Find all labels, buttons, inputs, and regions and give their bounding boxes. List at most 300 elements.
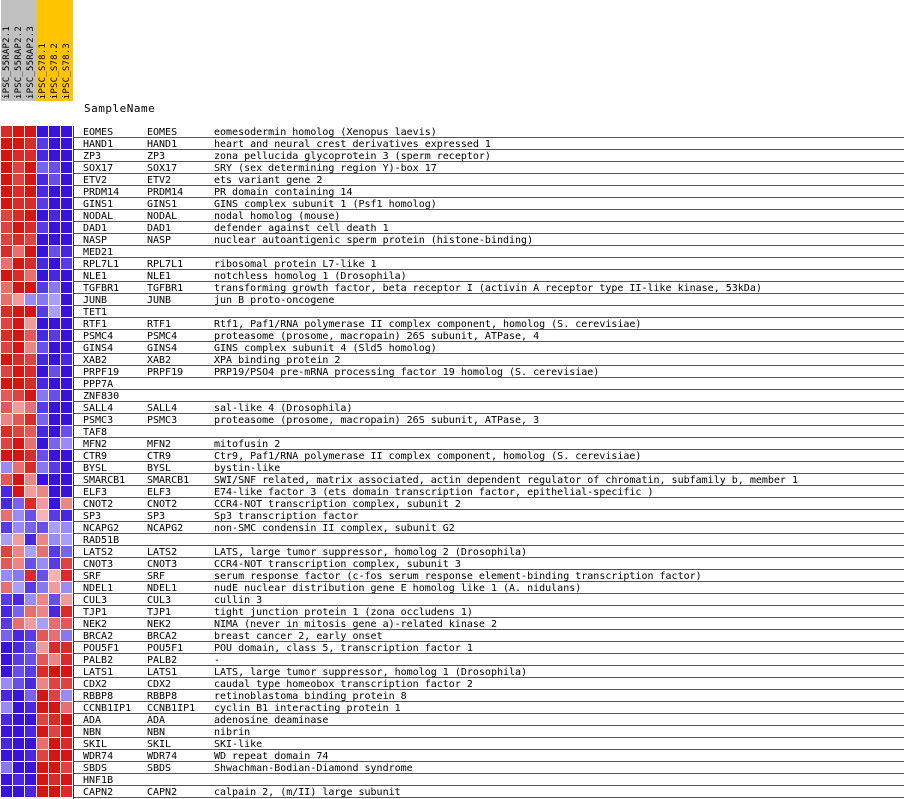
heatmap-cell (25, 642, 36, 653)
heatmap-cell (25, 246, 36, 257)
heatmap-cell (25, 738, 36, 749)
heatmap-cell (25, 330, 36, 341)
heatmap-cell (13, 354, 24, 365)
table-row (74, 294, 904, 306)
heatmap-cell (49, 774, 60, 785)
gene-symbol: SALL4 (147, 403, 178, 414)
heatmap-cell (25, 354, 36, 365)
table-row (74, 318, 904, 330)
probe-id: CTR9 (83, 451, 108, 462)
gene-symbol: NCAPG2 (147, 523, 184, 534)
gene-description: POU domain, class 5, transcription factor 1 (214, 643, 473, 654)
heatmap-cell (49, 210, 60, 221)
heatmap-cell (49, 294, 60, 305)
table-row (74, 126, 904, 138)
gene-description: zona pellucida glycoprotein 3 (sperm receptor) (214, 151, 491, 162)
heatmap-cell (49, 222, 60, 233)
table-row (74, 258, 904, 270)
heatmap-cell (25, 426, 36, 437)
heatmap-cell (1, 270, 12, 281)
table-row (74, 282, 904, 294)
gene-description: cullin 3 (214, 595, 263, 606)
gene-symbol: HAND1 (147, 139, 178, 150)
heatmap-cell (13, 786, 24, 797)
table-row (74, 570, 904, 582)
sample-label (61, 0, 73, 101)
table-row (74, 774, 904, 786)
heatmap-cell (61, 786, 72, 797)
heatmap-cell (37, 474, 48, 485)
heatmap-cell (25, 498, 36, 509)
heatmap-cell (49, 126, 60, 137)
heatmap-cell (13, 126, 24, 137)
heatmap-cell (25, 402, 36, 413)
probe-id: CNOT3 (83, 559, 114, 570)
heatmap-cell (1, 582, 12, 593)
heatmap-cell (61, 354, 72, 365)
heatmap-cell (61, 438, 72, 449)
gene-symbol: PSMC3 (147, 415, 178, 426)
heatmap-cell (37, 306, 48, 317)
heatmap-cell (37, 642, 48, 653)
table-row (74, 582, 904, 594)
heatmap-cell (37, 570, 48, 581)
heatmap-cell (37, 210, 48, 221)
heatmap-cell (49, 402, 60, 413)
probe-id: PPP7A (83, 379, 114, 390)
heatmap-cell (61, 270, 72, 281)
heatmap-cell (49, 258, 60, 269)
heatmap-cell (25, 174, 36, 185)
heatmap-cell (13, 258, 24, 269)
heatmap-cell (61, 246, 72, 257)
samplename-label: SampleName (84, 102, 156, 115)
heatmap-cell (61, 690, 72, 701)
table-row (74, 654, 904, 666)
table-row (74, 738, 904, 750)
heatmap-cell (61, 294, 72, 305)
heatmap-cell (25, 414, 36, 425)
heatmap-cell (49, 594, 60, 605)
gene-symbol: MFN2 (147, 439, 172, 450)
heatmap-cell (1, 438, 12, 449)
heatmap-cell (13, 270, 24, 281)
probe-id: PRDM14 (83, 187, 120, 198)
heatmap-cell (37, 150, 48, 161)
heatmap-cell (1, 318, 12, 329)
heatmap-cell (13, 546, 24, 557)
heatmap-cell (25, 750, 36, 761)
heatmap-cell (25, 546, 36, 557)
gene-symbol: RPL7L1 (147, 259, 184, 270)
heatmap-cell (25, 534, 36, 545)
heatmap-cell (37, 390, 48, 401)
heatmap-cell (61, 426, 72, 437)
heatmap-cell (13, 666, 24, 677)
heatmap-cell (1, 762, 12, 773)
probe-id: NEK2 (83, 619, 108, 630)
heatmap-cell (13, 282, 24, 293)
gene-description: jun B proto-oncogene (214, 295, 335, 306)
gene-symbol: RTF1 (147, 319, 172, 330)
gene-symbol: CCNB1IP1 (147, 703, 196, 714)
gene-description: adenosine deaminase (214, 715, 329, 726)
table-row (74, 342, 904, 354)
heatmap-cell (1, 714, 12, 725)
table-row (74, 234, 904, 246)
heatmap-cell (61, 222, 72, 233)
gene-symbol: CDX2 (147, 679, 172, 690)
gene-symbol: BRCA2 (147, 631, 178, 642)
heatmap-cell (1, 426, 12, 437)
gene-description: NIMA (never in mitosis gene a)-related kinase 2 (214, 619, 497, 630)
gene-description: GINS complex subunit 4 (Sld5 homolog) (214, 343, 437, 354)
probe-id: PSMC3 (83, 415, 114, 426)
heatmap-cell (61, 630, 72, 641)
table-row (74, 666, 904, 678)
heatmap-cell (37, 138, 48, 149)
sample-label (25, 0, 37, 101)
gene-description: transforming growth factor, beta receptor I (activin A receptor type II-like kinase, 53kDa) (214, 283, 762, 294)
heatmap-cell (61, 306, 72, 317)
heatmap-cell (13, 306, 24, 317)
heatmap-cell (1, 558, 12, 569)
heatmap-cell (13, 402, 24, 413)
heatmap-cell (49, 630, 60, 641)
heatmap-cell (49, 138, 60, 149)
gene-symbol: ADA (147, 715, 166, 726)
heatmap-cell (1, 750, 12, 761)
heatmap-cell (25, 186, 36, 197)
heatmap-cell (49, 522, 60, 533)
heatmap-cell (25, 234, 36, 245)
heatmap-cell (1, 330, 12, 341)
gene-description: SKI-like (214, 739, 263, 750)
heatmap-cell (1, 486, 12, 497)
heatmap-cell (37, 174, 48, 185)
gene-symbol: NASP (147, 235, 172, 246)
probe-id: TJP1 (83, 607, 108, 618)
gene-description: PRP19/PSO4 pre-mRNA processing factor 19 homolog (S. cerevisiae) (214, 367, 600, 378)
heatmap-cell (13, 762, 24, 773)
probe-id: GINS4 (83, 343, 114, 354)
heatmap-cell (25, 318, 36, 329)
table-row (74, 246, 904, 258)
heatmap-cell (61, 150, 72, 161)
gene-description: Sp3 transcription factor (214, 511, 359, 522)
table-row (74, 222, 904, 234)
probe-id: CUL3 (83, 595, 108, 606)
heatmap-cell (37, 402, 48, 413)
heatmap-cell (13, 378, 24, 389)
heatmap-cell (25, 690, 36, 701)
probe-id: SP3 (83, 511, 102, 522)
heatmap-cell (13, 330, 24, 341)
table-row (74, 750, 904, 762)
probe-id: BYSL (83, 463, 108, 474)
heatmap-cell (37, 510, 48, 521)
heatmap-cell (1, 522, 12, 533)
heatmap-cell (61, 738, 72, 749)
heatmap-cell (25, 654, 36, 665)
gene-description: defender against cell death 1 (214, 223, 389, 234)
probe-id: SOX17 (83, 163, 114, 174)
heatmap-cell (25, 306, 36, 317)
probe-id: SMARCB1 (83, 475, 126, 486)
table-row (74, 426, 904, 438)
sample-label-text: iPSC_S78.2 (50, 42, 60, 99)
gene-symbol: ZP3 (147, 151, 166, 162)
heatmap-cell (37, 630, 48, 641)
table-row (74, 714, 904, 726)
probe-id: XAB2 (83, 355, 108, 366)
gene-symbol: EOMES (147, 127, 178, 138)
table-row (74, 414, 904, 426)
heatmap-cell (37, 738, 48, 749)
table-row (74, 606, 904, 618)
heatmap-cell (1, 462, 12, 473)
heatmap-cell (37, 270, 48, 281)
heatmap-cell (37, 234, 48, 245)
gene-symbol: BYSL (147, 463, 172, 474)
gene-symbol: CTR9 (147, 451, 172, 462)
gene-symbol: NODAL (147, 211, 178, 222)
heatmap-cell (13, 750, 24, 761)
heatmap-cell (1, 546, 12, 557)
heatmap-cell (13, 774, 24, 785)
heatmap-cell (13, 690, 24, 701)
table-row (74, 378, 904, 390)
heatmap-cell (1, 138, 12, 149)
heatmap-cell (49, 750, 60, 761)
heatmap-cell (25, 594, 36, 605)
heatmap-cell (61, 534, 72, 545)
gene-description: - (214, 655, 221, 666)
heatmap-cell (25, 258, 36, 269)
heatmap-cell (61, 234, 72, 245)
heatmap-cell (49, 150, 60, 161)
heatmap-cell (25, 138, 36, 149)
heatmap-cell (37, 558, 48, 569)
sample-label-text: iPSC_55RAP2.3 (26, 25, 36, 99)
heatmap-cell (13, 510, 24, 521)
heatmap-cell (1, 414, 12, 425)
table-row (74, 162, 904, 174)
heatmap-cell (37, 414, 48, 425)
heatmap-cell (37, 774, 48, 785)
heatmap-cell (61, 474, 72, 485)
heatmap-cell (25, 762, 36, 773)
probe-id: SRF (83, 571, 102, 582)
heatmap-cell (13, 162, 24, 173)
heatmap-cell (37, 546, 48, 557)
probe-id: HNF1B (83, 775, 114, 786)
heatmap-cell (25, 606, 36, 617)
heatmap-cell (61, 318, 72, 329)
gene-description: ets variant gene 2 (214, 175, 323, 186)
heatmap-cell (61, 702, 72, 713)
heatmap-cell (25, 390, 36, 401)
heatmap-cell (61, 726, 72, 737)
heatmap-cell (49, 306, 60, 317)
heatmap-cell (13, 450, 24, 461)
probe-id: NCAPG2 (83, 523, 120, 534)
heatmap-cell (49, 738, 60, 749)
heatmap-cell (13, 318, 24, 329)
gene-description: CCR4-NOT transcription complex, subunit 2 (214, 499, 461, 510)
heatmap-cell (25, 270, 36, 281)
table-row (74, 510, 904, 522)
probe-id: SKIL (83, 739, 108, 750)
gene-description: bystin-like (214, 463, 281, 474)
heatmap-cell (1, 294, 12, 305)
gene-description: SWI/SNF related, matrix associated, actin dependent regulator of chromatin, subfamily b, member 1 (214, 475, 798, 486)
gene-symbol: LATS1 (147, 667, 178, 678)
heatmap-cell (61, 198, 72, 209)
heatmap-cell (61, 174, 72, 185)
heatmap-cell (37, 246, 48, 257)
heatmap-cell (37, 366, 48, 377)
probe-id: CNOT2 (83, 499, 114, 510)
heatmap-cell (13, 426, 24, 437)
heatmap-cell (1, 774, 12, 785)
table-row (74, 450, 904, 462)
gene-symbol: RBBP8 (147, 691, 178, 702)
gene-symbol: CAPN2 (147, 787, 178, 798)
table-row (74, 618, 904, 630)
heatmap-cell (61, 546, 72, 557)
heatmap-cell (37, 534, 48, 545)
heatmap-cell (61, 282, 72, 293)
table-row (74, 270, 904, 282)
heatmap-cell (1, 282, 12, 293)
heatmap-cell (37, 318, 48, 329)
heatmap-cell (49, 498, 60, 509)
heatmap-cell (13, 630, 24, 641)
heatmap-cell (49, 570, 60, 581)
heatmap-cell (49, 642, 60, 653)
table-row (74, 438, 904, 450)
probe-id: TET1 (83, 307, 108, 318)
gene-description: notchless homolog 1 (Drosophila) (214, 271, 407, 282)
heatmap-cell (13, 498, 24, 509)
heatmap-cell (37, 690, 48, 701)
probe-id: POU5F1 (83, 643, 120, 654)
gene-symbol: NEK2 (147, 619, 172, 630)
probe-id: JUNB (83, 295, 108, 306)
heatmap-cell (37, 258, 48, 269)
heatmap-cell (49, 786, 60, 797)
heatmap-cell (1, 534, 12, 545)
gene-description: retinoblastoma binding protein 8 (214, 691, 407, 702)
heatmap-cell (13, 210, 24, 221)
gene-symbol: TJP1 (147, 607, 172, 618)
table-row (74, 402, 904, 414)
heatmap-cell (49, 282, 60, 293)
heatmap-cell (61, 606, 72, 617)
heatmap-cell (25, 282, 36, 293)
heatmap-cell (13, 246, 24, 257)
heatmap-cell (49, 474, 60, 485)
heatmap-cell (1, 402, 12, 413)
heatmap-cell (1, 786, 12, 797)
heatmap-cell (1, 222, 12, 233)
heatmap-cell (37, 162, 48, 173)
heatmap-cell (25, 450, 36, 461)
heatmap-cell (37, 438, 48, 449)
heatmap-cell (61, 330, 72, 341)
heatmap-cell (61, 414, 72, 425)
gene-symbol: SP3 (147, 511, 166, 522)
table-row (74, 390, 904, 402)
heatmap-cell (61, 678, 72, 689)
heatmap-cell (37, 378, 48, 389)
heatmap-cell (49, 666, 60, 677)
probe-id: ADA (83, 715, 102, 726)
heatmap-cell (13, 186, 24, 197)
gene-symbol: GINS1 (147, 199, 178, 210)
heatmap-cell (1, 594, 12, 605)
table-row (74, 354, 904, 366)
heatmap-cell (49, 426, 60, 437)
heatmap-cell (25, 702, 36, 713)
gene-description: Ctr9, Paf1/RNA polymerase II complex component, homolog (S. cerevisiae) (214, 451, 642, 462)
heatmap-cell (49, 762, 60, 773)
gene-description: eomesodermin homolog (Xenopus laevis) (214, 127, 437, 138)
heatmap-cell (61, 642, 72, 653)
gene-description: SRY (sex determining region Y)-box 17 (214, 163, 437, 174)
probe-id: LATS2 (83, 547, 114, 558)
gene-description: E74-like factor 3 (ets domain transcription factor, epithelial-specific ) (214, 487, 654, 498)
probe-id: RBBP8 (83, 691, 114, 702)
heatmap-cell (1, 342, 12, 353)
heatmap-cell (13, 234, 24, 245)
table-row (74, 498, 904, 510)
heatmap-cell (37, 498, 48, 509)
table-row (74, 678, 904, 690)
heatmap-cell (13, 222, 24, 233)
heatmap-cell (13, 606, 24, 617)
heatmap-cell (25, 126, 36, 137)
gene-description: PR domain containing 14 (214, 187, 353, 198)
table-row (74, 594, 904, 606)
heatmap-cell (49, 198, 60, 209)
heatmap-cell (1, 618, 12, 629)
heatmap-cell (25, 522, 36, 533)
heatmap-cell (49, 414, 60, 425)
heatmap-cell (25, 294, 36, 305)
heatmap-cell (13, 138, 24, 149)
heatmap-cell (13, 366, 24, 377)
heatmap-cell (61, 582, 72, 593)
gene-description: sal-like 4 (Drosophila) (214, 403, 353, 414)
heatmap (0, 126, 74, 799)
gene-symbol: PRDM14 (147, 187, 184, 198)
heatmap-cell (37, 462, 48, 473)
heatmap-cell (1, 654, 12, 665)
gene-symbol: DAD1 (147, 223, 172, 234)
heatmap-cell (25, 342, 36, 353)
heatmap-cell (61, 126, 72, 137)
table-row (74, 702, 904, 714)
heatmap-cell (13, 474, 24, 485)
table-row (74, 186, 904, 198)
heatmap-cell (49, 654, 60, 665)
heatmap-cell (37, 678, 48, 689)
heatmap-cell (49, 678, 60, 689)
heatmap-cell (61, 342, 72, 353)
probe-id: RAD51B (83, 535, 120, 546)
